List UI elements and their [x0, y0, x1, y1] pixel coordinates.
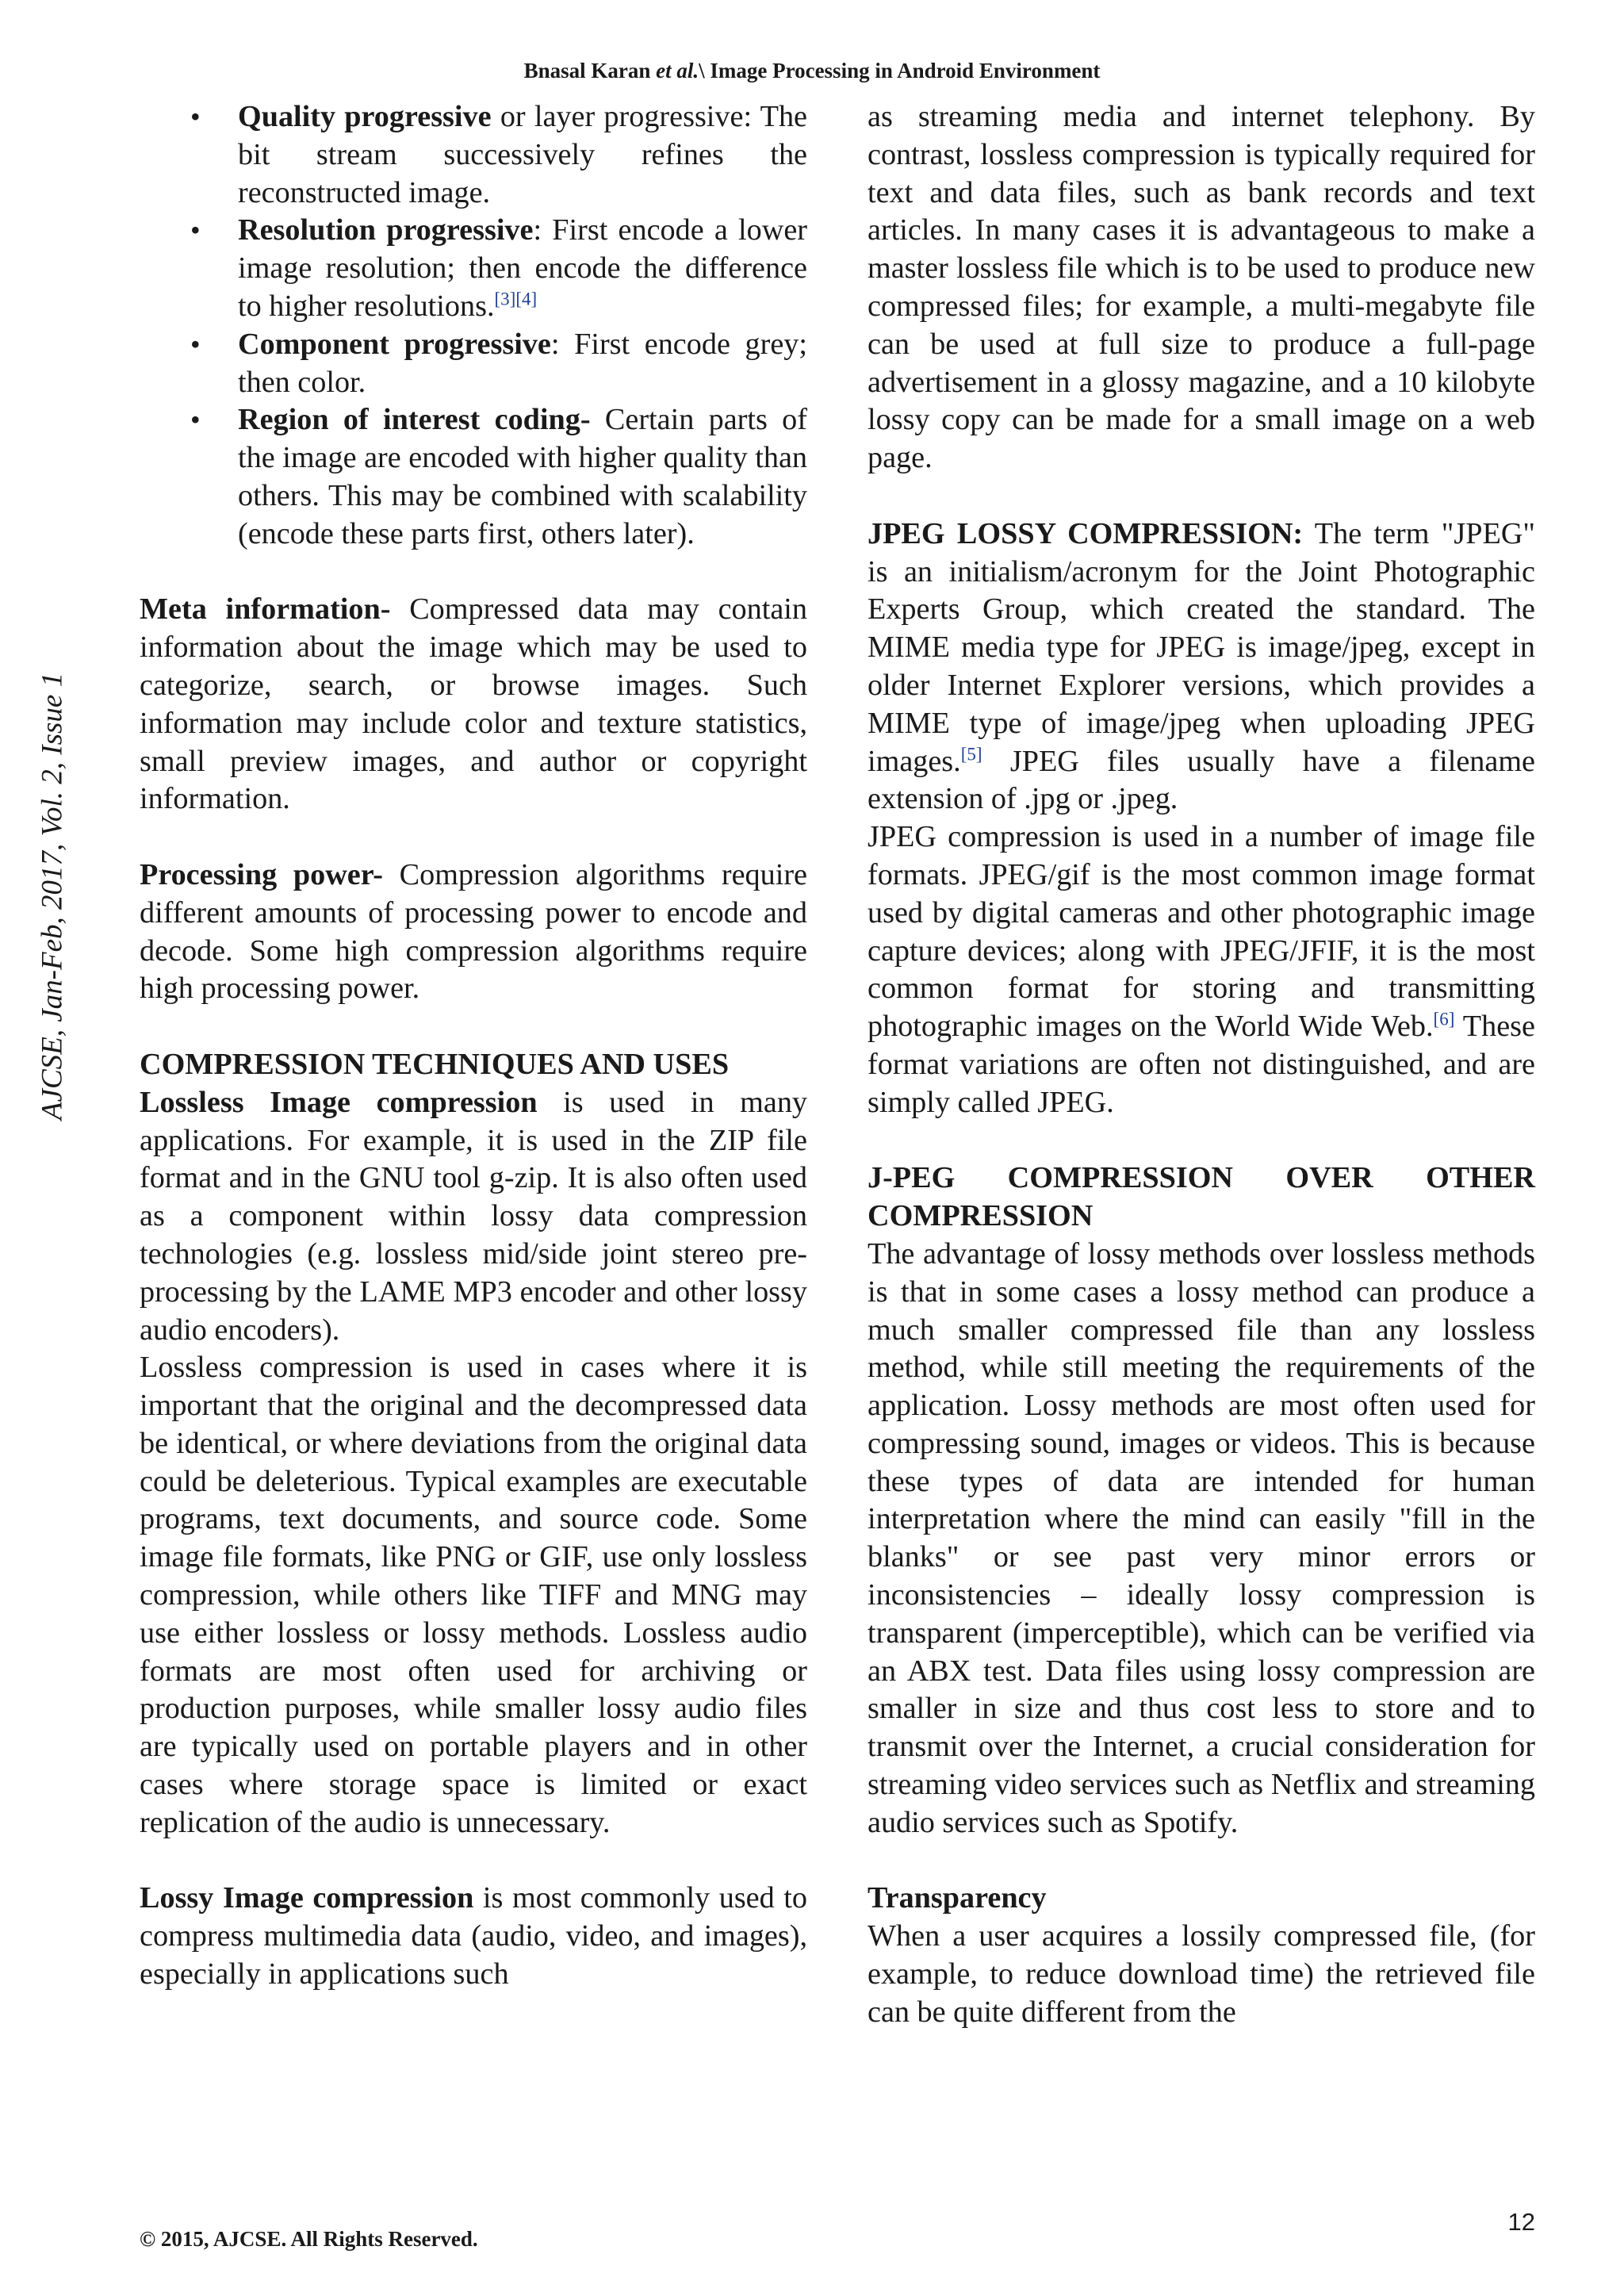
lossless-paragraph-2: Lossless compression is used in cases where it is important that the original and the decompressed data be identical, or where deviations from the original data could be deleterious. Typical examples are executable programs, text documents, and source code. Some image file formats, like PNG or GIF, use only lossless compression, while others like TIFF and MNG may use either lossless or lossy methods. Lossless audio formats are most often used for archiving or production purposes, while smaller lossy audio files are typically used on portable players and in other cases where storage space is limited or exact replication of the audio is unnecessary.: [140, 1351, 807, 1839]
paragraph-text: JPEG compression is used in a number of image file formats. JPEG/gif is the most common image format used by digital cameras and other photographic image capture devices; along with JPEG/JFIF, it is the most common format for storing and transmitting photographic images on the World Wide Web.: [868, 820, 1535, 1044]
left-column: [140, 98, 807, 1994]
jpeg-formats-paragraph: [868, 818, 1535, 1121]
bullet-text: : First encode grey; then color.: [238, 327, 807, 399]
list-item: [140, 401, 807, 553]
list-item: [140, 326, 807, 402]
jpeg-lossy-paragraph: [868, 516, 1535, 818]
bullet-text: : First encode a lower image resolution; then encode the difference to higher resolutions.: [238, 213, 808, 323]
progression-list: [140, 98, 807, 554]
bullet-text: or layer progressive: The bit stream successively refines the reconstructed image.: [238, 100, 807, 209]
paragraph-term: Lossless Image compression: [140, 1085, 538, 1119]
paragraph-term: Lossy Image compression: [140, 1881, 474, 1915]
advantage-paragraph: The advantage of lossy methods over lossless methods is that in some cases a lossy method can produce a much smaller compressed file than any lossless method, while still meeting the requirements of the application. Lossy methods are most often used for compressing sound, images or videos. This is because these types of data are intended for human interpretation where the mind can easily "fill in the blanks" or see past very minor errors or inconsistencies – ideally lossy compression is transparent (imperceptible), which can be verified via an ABX test. Data files using lossy compression are smaller in size and thus cost less to store and to transmit over the Internet, a crucial consideration for streaming video services such as Netflix and streaming audio services such as Spotify.: [868, 1236, 1535, 1839]
processing-power-paragraph: [140, 857, 807, 1008]
bullet-term: Quality progressive: [238, 100, 492, 133]
list-item: [140, 212, 807, 325]
header-etal: et al.: [656, 59, 699, 82]
paragraph-text: These format variations are often not distinguished, and are simply called JPEG.: [868, 1010, 1535, 1119]
paragraph-term: Processing power-: [140, 857, 384, 891]
bullet-term: Region of interest coding-: [238, 403, 591, 437]
paragraph-text: is most commonly used to compress multimedia data (audio, video, and images), especially in applications such: [140, 1881, 808, 1991]
paragraph-text: Compression algorithms require different amounts of processing power to encode and decode. Some high compression algorithms require high processing power.: [140, 857, 807, 1006]
bullet-term: Resolution progressive: [238, 213, 534, 247]
citation-link[interactable]: [5]: [960, 743, 982, 764]
citation-link[interactable]: [3][4]: [494, 289, 538, 309]
lossless-paragraph: [140, 1084, 807, 1350]
journal-side-label: AJCSE, Jan-Feb, 2017, Vol. 2, Issue 1: [36, 672, 69, 1121]
transparency-paragraph: When a user acquires a lossily compressed file, (for example, to reduce download time) the retrieved file can be quite different from the: [868, 1919, 1535, 2029]
citation-link[interactable]: [6]: [1433, 1009, 1455, 1029]
paragraph-term: Meta information-: [140, 592, 391, 627]
paragraph-text: JPEG files usually have a filename extension of .jpg or .jpeg.: [868, 744, 1535, 816]
meta-information-paragraph: [140, 591, 807, 818]
header-title: \ Image Processing in Android Environment: [699, 59, 1101, 82]
paragraph-text: is used in many applications. For example, it is used in the ZIP file format and in the GNU tool g-zip. It is also often used as a component within lossy data compression technologies (e.g. lossless mid/side joint stereo pre-processing by the LAME MP3 encoder and other lossy audio encoders).: [140, 1085, 808, 1347]
list-item: [140, 98, 807, 212]
bullet-term: Component progressive: [238, 327, 551, 361]
section-heading-inline: JPEG LOSSY COMPRESSION:: [868, 516, 1304, 550]
copyright-footer: © 2015, AJCSE. All Rights Reserved.: [140, 2227, 478, 2251]
lossy-paragraph: [140, 1880, 807, 1993]
bullet-text: Certain parts of the image are encoded with higher quality than others. This may be combined with scalability (encode these parts first, others later).: [238, 403, 807, 550]
paragraph-text: Compressed data may contain information about the image which may be used to categorize, search, or browse images. Such information may include color and texture statistics, small preview images, and author or copyright information.: [140, 592, 807, 816]
transparency-heading: Transparency: [868, 1881, 1047, 1915]
paragraph-text: The term "JPEG" is an initialism/acronym for the Joint Photographic Experts Group, which created the standard. The MIME media type for JPEG is image/jpeg, except in older Internet Explorer versions, which provides a MIME type of image/jpeg when uploading JPEG images.: [868, 516, 1535, 778]
right-column: [868, 98, 1535, 2032]
section-heading: J-PEG COMPRESSION OVER OTHER COMPRESSION: [868, 1161, 1535, 1233]
section-heading: COMPRESSION TECHNIQUES AND USES: [140, 1047, 730, 1081]
header-author: Bnasal Karan: [523, 59, 651, 82]
continued-paragraph: as streaming media and internet telephony. By contrast, lossless compression is typically required for text and data files, such as bank records and text articles. In many cases it is advantageous to make a master lossless file which is to be used to produce new compressed files; for example, a multi-megabyte file can be used at full size to produce a full-page advertisement in a glossy magazine, and a 10 kilobyte lossy copy can be made for a small image on a web page.: [868, 100, 1535, 475]
page-number: 12: [1507, 2208, 1535, 2236]
running-header: [0, 59, 1624, 83]
